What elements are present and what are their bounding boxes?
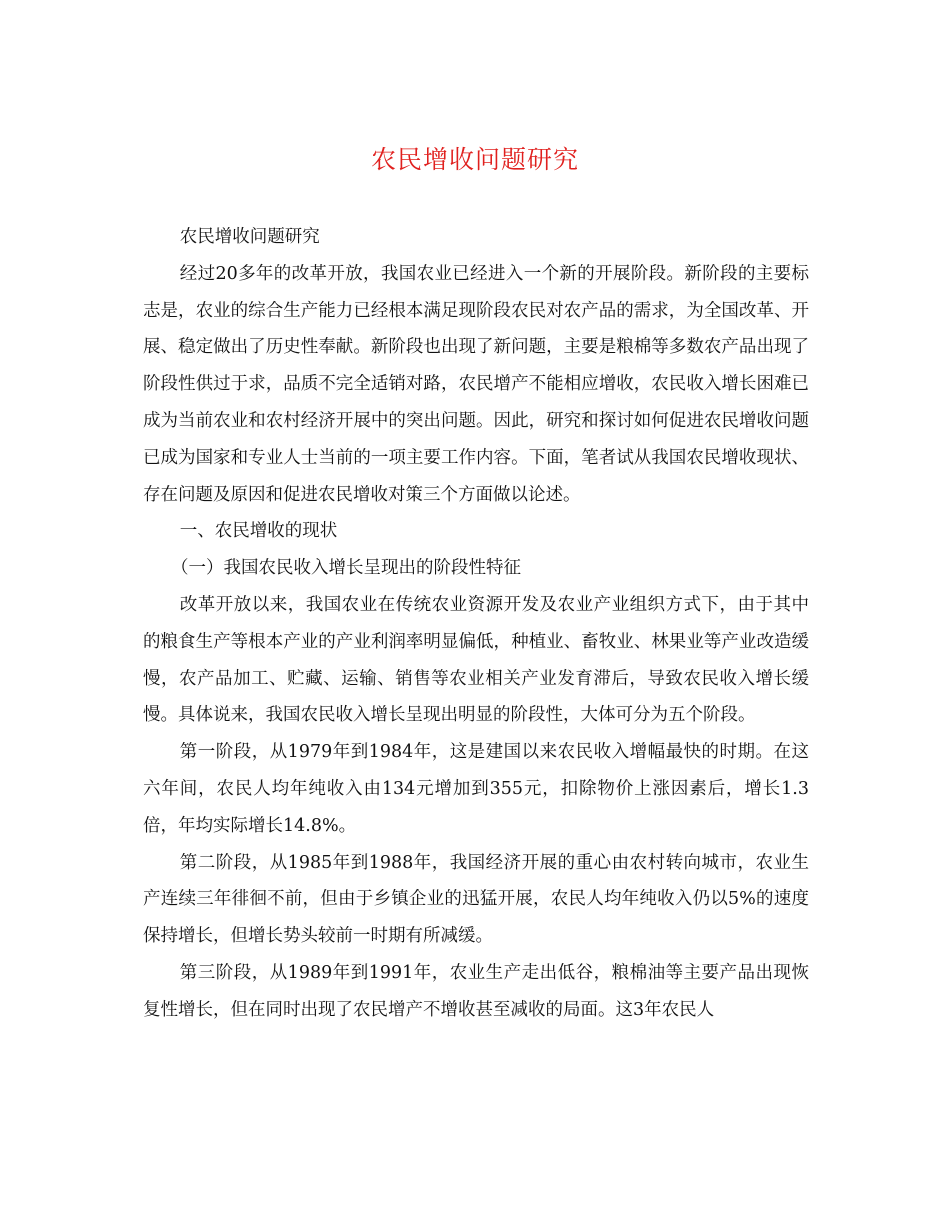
paragraph-stage-1: 第一阶段，从1979年到1984年，这是建国以来农民收入增幅最快的时期。在这六年间，农民人均年纯收入由134元增加到355元，扣除物价上涨因素后，增长1.3倍，年均实际增长14.8%。 xyxy=(143,742,809,836)
document-body xyxy=(143,219,809,1029)
subsection-heading-1: （一）我国农民收入增长呈现出的阶段性特征 xyxy=(171,558,521,579)
paragraph-subtitle: 农民增收问题研究 xyxy=(179,227,320,247)
section-heading-1: 一、农民增收的现状 xyxy=(179,521,338,542)
paragraph-stage-2: 第二阶段，从1985年到1988年，我国经济开展的重心由农村转向城市，农业生产连续三年徘徊不前，但由于乡镇企业的迅猛开展，农民人均年纯收入仍以5%的速度保持增长，但增长势头较前一时期有所减缓。 xyxy=(143,852,809,947)
paragraph-overview: 改革开放以来，我国农业在传统农业资源开发及农业产业组织方式下，由于其中的粮食生产等根本产业的产业利润率明显偏低，种植业、畜牧业、林果业等产业改造缓慢，农产品加工、贮藏、运输、销售等农业相关产业发育滞后，导致农民收入增长缓慢。具体说来，我国农民收入增长呈现出明显的阶段性，大体可分为五个阶段。 xyxy=(143,594,809,726)
paragraph-stage-3: 第三阶段，从1989年到1991年，农业生产走出低谷，粮棉油等主要产品出现恢复性增长，但在同时出现了农民增产不增收甚至减收的局面。这3年农民人 xyxy=(143,962,809,1020)
paragraph-intro: 经过20多年的改革开放，我国农业已经进入一个新的开展阶段。新阶段的主要标志是，农业的综合生产能力已经根本满足现阶段农民对农产品的需求，为全国改革、开展、稳定做出了历史性奉献。新阶段也出现了新问题，主要是粮棉等多数农产品出现了阶段性供过于求，品质不完全适销对路，农民增产不能相应增收，农民收入增长困难已成为当前农业和农村经济开展中的突出问题。因此，研究和探讨如何促进农民增收问题已成为国家和专业人士当前的一项主要工作内容。下面，笔者试从我国农民增收现状、存在问题及原因和促进农民增收对策三个方面做以论述。 xyxy=(143,263,809,505)
document-title: 农民增收问题研究 xyxy=(370,145,579,174)
